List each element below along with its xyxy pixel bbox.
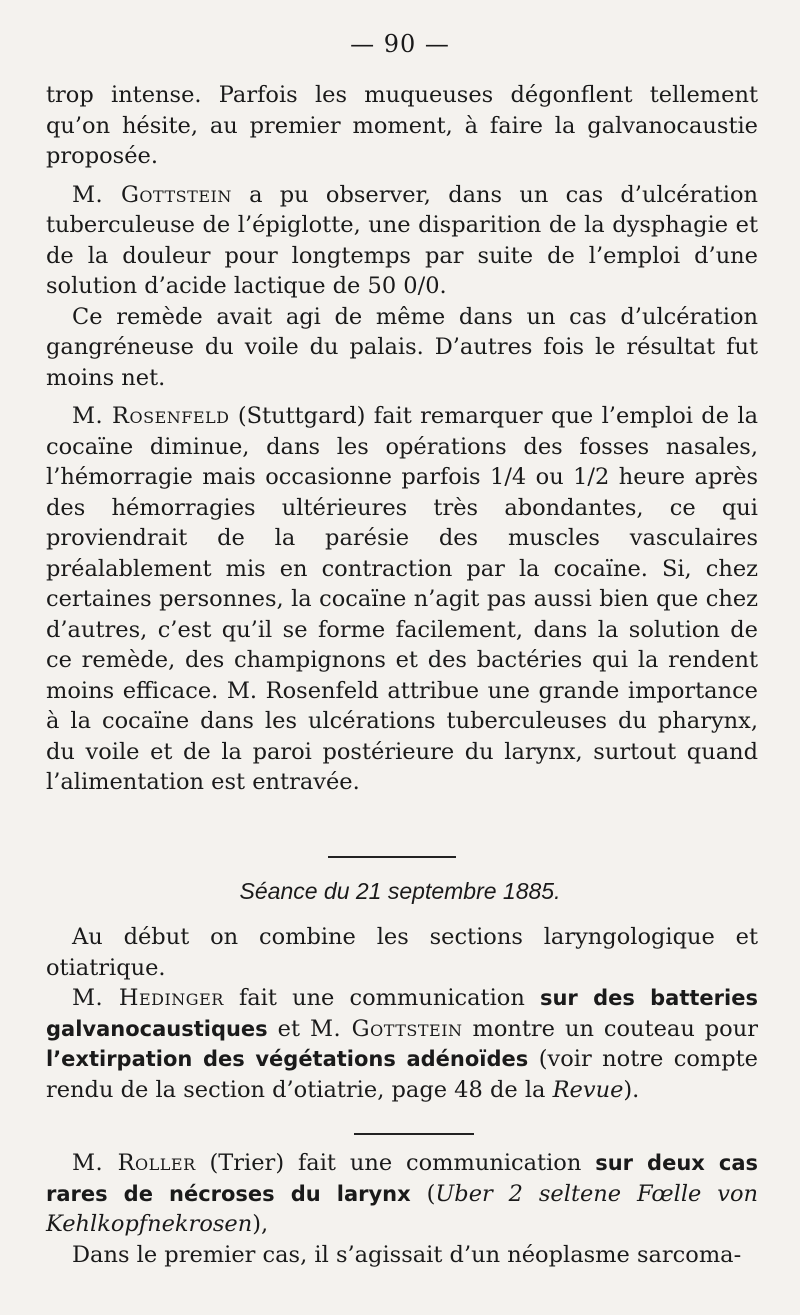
author-name: M. Gottstein (309, 1015, 463, 1042)
paragraph-text: (Trier) fait une communication (195, 1150, 596, 1176)
author-name: M. Roller (72, 1150, 196, 1176)
paragraph-text: a pu observer, dans un cas d’ulcération tuberculeuse de l’épiglotte, une disparition de la dysphagie et de la douleur pour longtemps par suite de l’emploi d’une solution d’acide lactique de 50 0/0. (46, 181, 758, 299)
author-name: M. Rosenfeld (72, 403, 230, 429)
text-block-top (46, 80, 758, 798)
author-name: M. Gottstein (72, 181, 232, 208)
paragraph-text: (voir notre compte rendu de la section d’otiatrie, page 48 de la (46, 1046, 758, 1103)
bold-title: l’extirpation des végétations adénoïdes (46, 1047, 529, 1071)
paragraph-hedinger (46, 983, 758, 1105)
paragraph-text: et (267, 1015, 310, 1042)
italic-title: Revue (552, 1076, 624, 1103)
paragraph-continuation: trop intense. Parfois les muqueuses dégonflent tellement qu’on hésite, au premier moment, à faire la galvanocaustie proposée. (46, 82, 758, 169)
paragraph-text: (Stuttgard) fait remarquer que l’emploi de la cocaïne diminue, dans les opérations des fosses nasales, l’hémorragie mais occasionne parfois 1/4 ou 1/2 heure après des hémorragies ultérieures très abondantes, ce qui proviendrait de la parésie des muscles vasculaires préalablement mis en contraction par la cocaïne. Si, chez certaines personnes, la cocaïne n’agit pas aussi bien que chez d’autres, c’est qu’il se forme facilement, dans la solution de ce remède, des champignons et des bactéries qui la rendent moins efficace. M. Rosenfeld attribue une grande importance à la cocaïne dans les ulcérations tuberculeuses du pharynx, du voile et de la paroi postérieure du larynx, surtout quand l’alimentation est entravée. (46, 403, 759, 795)
bold-title: sur des batteries galvanocaustiques (46, 986, 758, 1041)
page-number: — 90 — (350, 30, 450, 58)
italic-title: Uber 2 seltene Fœlle von Kehlkopfnekrosen (46, 1180, 758, 1237)
paragraph-remede: Ce remède avait agi de même dans un cas d’ulcération gangréneuse du voile du palais. D’autres fois le résultat fut moins net. (46, 303, 758, 391)
text-block-bottom (46, 1148, 758, 1270)
paragraph-debut: Au début on combine les sections laryngologique et otiatrique. (46, 924, 758, 981)
paragraph-text: fait une communication (223, 985, 540, 1011)
bold-title: sur deux cas rares de nécroses du larynx (46, 1151, 758, 1206)
section-heading: Séance du 21 septembre 1885. (239, 878, 561, 904)
author-name: M. Hedinger (72, 985, 224, 1011)
paragraph-text: ), (252, 1211, 269, 1237)
paragraph-text: ). (623, 1076, 640, 1103)
paragraph-text: montre un couteau pour (462, 1015, 758, 1042)
paragraph-gottstein (46, 180, 758, 302)
paragraph-premier-cas: Dans le premier cas, il s’agissait d’un néoplasme sarcoma- (72, 1241, 742, 1268)
section-divider (328, 856, 456, 858)
text-block-section (46, 922, 758, 1105)
paragraph-rosenfeld (46, 401, 758, 798)
section-divider (354, 1133, 474, 1135)
paragraph-text: ( (410, 1180, 436, 1207)
paragraph-roller (46, 1148, 758, 1240)
